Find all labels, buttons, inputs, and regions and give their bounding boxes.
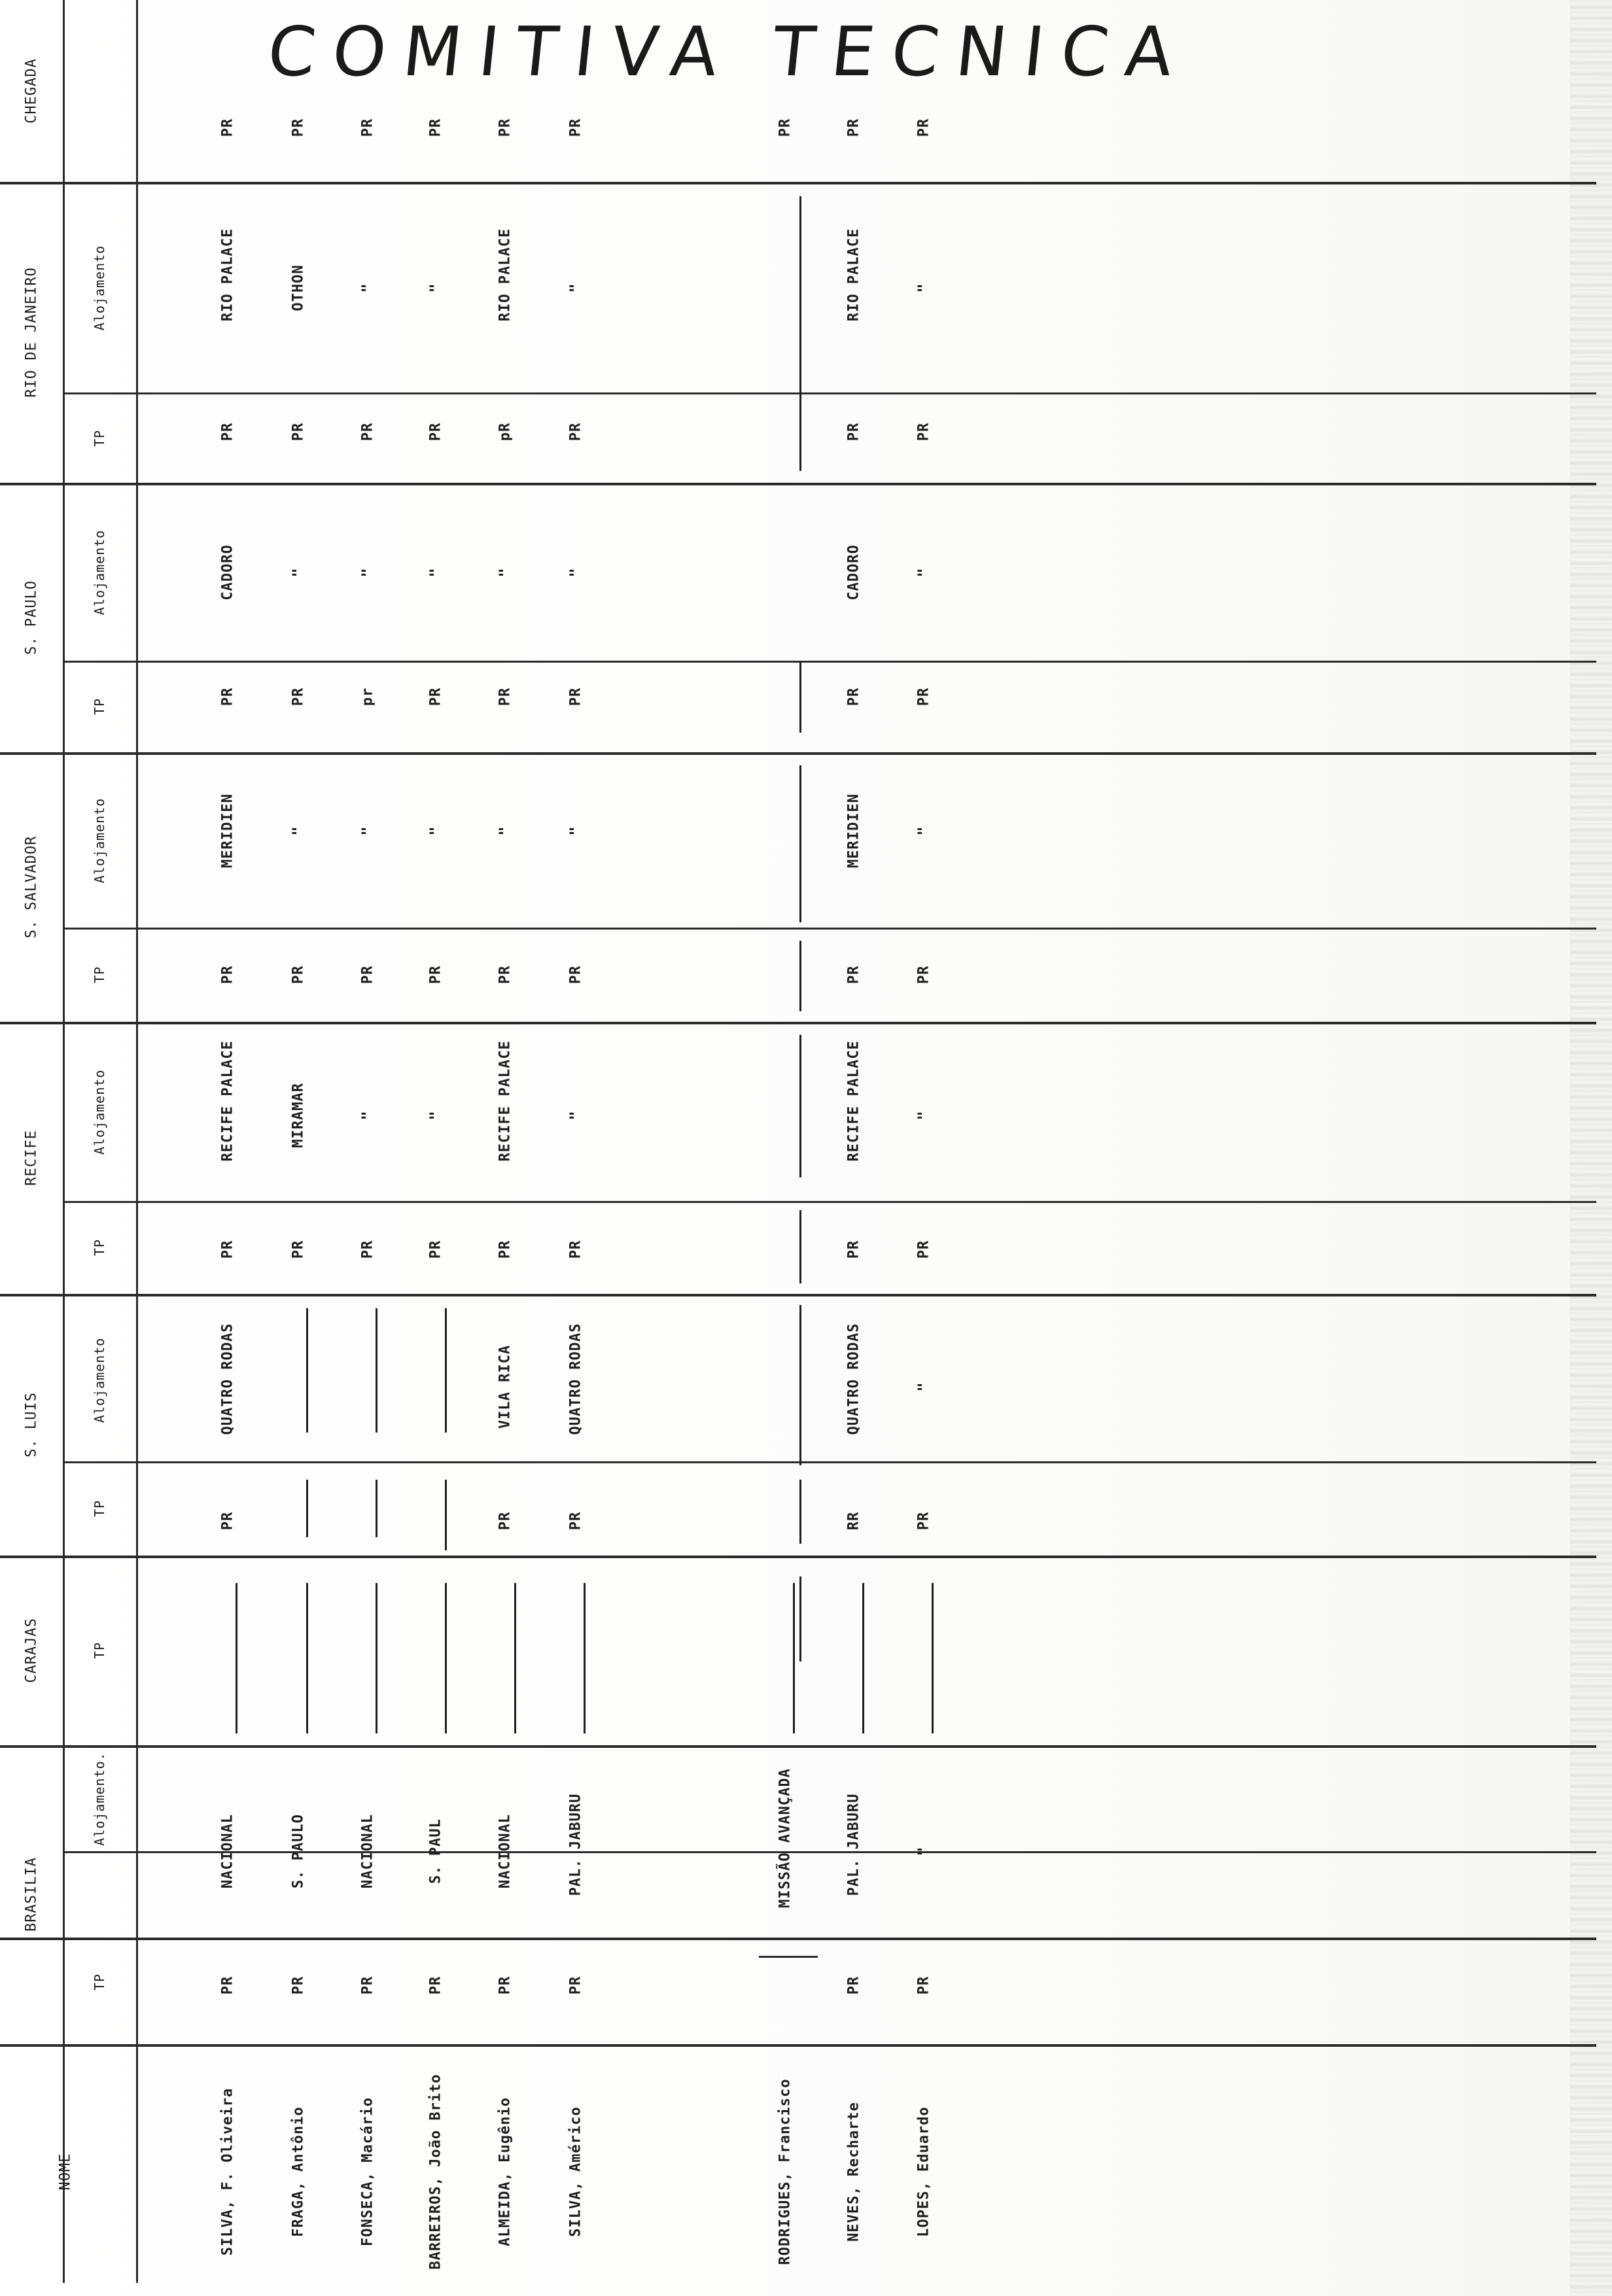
carajas-rule-7: [862, 1583, 864, 1733]
cell-rec-tp: PR: [219, 1240, 236, 1259]
band-divider-7: [0, 1938, 1596, 1940]
cell-sl-aloj: VILA RICA: [497, 1344, 514, 1429]
header-nome: NOME: [57, 2153, 74, 2191]
cell-sp-tp: PR: [497, 687, 514, 706]
header-col-divider-2: [136, 0, 138, 2283]
cell-sp-aloj: ": [567, 567, 585, 578]
cell-sal-tp: PR: [845, 965, 862, 984]
cell-sl-aloj: QUATRO RODAS: [219, 1323, 236, 1435]
sluis-rule-2: [445, 1308, 447, 1433]
cell-sal-tp: PR: [427, 965, 444, 984]
header-s-salvador: S. SALVADOR: [23, 835, 40, 939]
cell-sal-aloj: ": [915, 826, 933, 836]
cell-rio-aloj: ": [427, 283, 445, 293]
cell-bsb-aloj: ": [915, 1846, 933, 1856]
cell-chegada: PR: [497, 118, 514, 137]
cell-sp-aloj: CADORO: [845, 544, 862, 600]
cell-rec-tp: PR: [567, 1240, 584, 1259]
cell-sal-aloj: MERIDIEN: [845, 793, 862, 868]
cell-rec-tp: PR: [915, 1240, 932, 1259]
sluis-rule-4: [376, 1480, 377, 1537]
header-s-luis: S. LUIS: [23, 1392, 40, 1457]
cell-rec-aloj: ": [567, 1110, 585, 1121]
cell-sal-aloj: ": [289, 826, 307, 836]
cell-rec-tp: PR: [845, 1240, 862, 1259]
band-divider-4: [0, 1294, 1596, 1296]
header-rio-de-janeiro: RIO DE JANEIRO: [23, 267, 40, 398]
cell-sp-tp: PR: [219, 687, 236, 706]
header-carajas: CARAJAS: [23, 1618, 40, 1683]
cell-rio-tp: PR: [219, 422, 236, 442]
header-recife: RECIFE: [23, 1130, 40, 1186]
header-chegada: CHEGADA: [23, 58, 40, 124]
sluis-rule-0: [306, 1308, 308, 1433]
subheader-rec-tp: TP: [92, 1238, 107, 1257]
cell-sal-aloj: MERIDIEN: [219, 793, 236, 868]
cell-rec-aloj: ": [427, 1110, 445, 1121]
band-divider-0: [0, 182, 1596, 184]
cell-sp-tp: pr: [359, 687, 376, 706]
subheader-sal-alojamento: Alojamento: [92, 797, 107, 884]
subheader-car-tp: TP: [92, 1641, 107, 1660]
cell-chegada: PR: [845, 118, 862, 137]
sluis-rule-5: [445, 1480, 447, 1550]
cell-rio-aloj: ": [915, 283, 933, 293]
cell-rec-aloj: MIRAMAR: [290, 1083, 307, 1148]
band-divider-6: [0, 1745, 1596, 1748]
person-name: FRAGA, Antônio: [290, 2106, 307, 2237]
carajas-rule-3: [445, 1583, 447, 1733]
cell-bsb-tp: PR: [219, 1975, 236, 1995]
cell-bsb-tp: PR: [359, 1975, 376, 1995]
rodrigues-rule-7: [799, 1480, 801, 1544]
cell-rio-tp: PR: [359, 422, 376, 442]
carajas-rule-2: [376, 1583, 377, 1733]
cell-sp-aloj: ": [915, 567, 933, 578]
carajas-rule-1: [306, 1583, 308, 1733]
cell-rio-tp: PR: [915, 422, 932, 442]
cell-bsb-tp: PR: [845, 1975, 862, 1995]
cell-sl-aloj: QUATRO RODAS: [567, 1323, 584, 1435]
cell-bsb-aloj: NACIONAL: [219, 1814, 236, 1888]
cell-rio-aloj: RIO PALACE: [219, 228, 236, 322]
cell-sp-aloj: ": [496, 567, 514, 578]
cell-sl-tp: PR: [567, 1511, 584, 1531]
rodrigues-rule-8: [799, 1576, 801, 1661]
cell-bsb-aloj: PAL. JABURU: [845, 1793, 862, 1896]
band-divider-3: [0, 1022, 1596, 1024]
cell-bsb-aloj: S. PAUL: [427, 1818, 444, 1884]
person-name: LOPES, Eduardo: [915, 2106, 932, 2237]
carajas-rule-6: [793, 1583, 795, 1733]
cell-chegada: PR: [427, 118, 444, 137]
cell-sal-aloj: ": [359, 826, 377, 836]
cell-rec-aloj: RECIFE PALACE: [845, 1040, 862, 1162]
cell-bsb-tp: PR: [915, 1975, 932, 1995]
cell-sal-tp: PR: [915, 965, 932, 984]
cell-rec-aloj: ": [915, 1110, 933, 1121]
band-divider-5: [0, 1556, 1596, 1558]
cell-bsb-aloj: NACIONAL: [359, 1814, 376, 1888]
header-s-paulo: S. PAULO: [23, 580, 40, 655]
rodrigues-rule-3: [799, 941, 801, 1011]
cell-rio-tp: PR: [845, 422, 862, 442]
cell-sp-tp: PR: [290, 687, 307, 706]
band-divider-nome: [0, 2044, 1596, 2047]
cell-rec-aloj: ": [359, 1110, 377, 1121]
cell-sp-aloj: ": [289, 567, 307, 578]
cell-chegada: PR: [915, 118, 932, 137]
cell-sal-tp: PR: [290, 965, 307, 984]
subheader-sal-tp: TP: [92, 965, 107, 984]
cell-sal-tp: PR: [567, 965, 584, 984]
sluis-rule-3: [306, 1480, 308, 1537]
cell-chegada: PR: [567, 118, 584, 137]
rodrigues-rule-6: [799, 1305, 801, 1465]
carajas-rule-0: [236, 1583, 237, 1733]
cell-sal-aloj: ": [427, 826, 445, 836]
sub-divider-1: [63, 661, 1596, 663]
carajas-rule-5: [584, 1583, 586, 1733]
sub-divider-4: [63, 1461, 1596, 1463]
cell-rio-aloj: RIO PALACE: [845, 228, 862, 322]
sluis-rule-1: [376, 1308, 377, 1433]
rodrigues-rule-2: [799, 765, 801, 922]
carajas-rule-4: [514, 1583, 516, 1733]
cell-sl-tp: RR: [845, 1511, 862, 1531]
cell-bsb-tp: PR: [567, 1975, 584, 1995]
cell-sl-aloj: ": [915, 1382, 933, 1392]
cell-bsb-aloj: PAL. JABURU: [567, 1793, 584, 1896]
cell-sp-tp: PR: [567, 687, 584, 706]
cell-rio-aloj: ": [359, 283, 377, 293]
cell-chegada: PR: [219, 118, 236, 137]
cell-rio-tp: pR: [497, 422, 514, 442]
cell-rec-aloj: RECIFE PALACE: [219, 1040, 236, 1162]
subheader-bsb-tp: TP: [92, 1973, 107, 1991]
subheader-rio-alojamento: Alojamento: [92, 245, 107, 331]
rodrigues-rule-1: [799, 662, 801, 733]
person-name: FONSECA, Macário: [359, 2097, 376, 2246]
cell-rec-tp: PR: [359, 1240, 376, 1259]
subheader-bsb-alojamento: Alojamento.: [92, 1752, 107, 1846]
cell-rec-tp: PR: [497, 1240, 514, 1259]
header-col-divider-1: [63, 0, 65, 2283]
cell-rio-aloj: OTHON: [290, 264, 307, 311]
cell-sp-aloj: ": [427, 567, 445, 578]
sub-divider-3: [63, 1201, 1596, 1203]
person-name: RODRIGUES, Francisco: [777, 2078, 794, 2265]
sub-divider-0: [63, 392, 1596, 394]
rodrigues-rule-0: [799, 196, 801, 471]
cell-sal-aloj: ": [567, 826, 585, 836]
person-name: SILVA, Américo: [567, 2106, 584, 2237]
cell-bsb-aloj: NACIONAL: [497, 1814, 514, 1888]
band-divider-2: [0, 752, 1596, 755]
cell-rec-tp: PR: [290, 1240, 307, 1259]
cell-chegada: PR: [359, 118, 376, 137]
cell-bsb-aloj: S. PAULO: [290, 1814, 307, 1888]
scan-edge-noise: [1570, 0, 1612, 2296]
cell-sp-tp: PR: [915, 687, 932, 706]
band-divider-1: [0, 483, 1596, 485]
cell-sl-tp: PR: [915, 1511, 932, 1531]
subheader-rec-alojamento: Alojamento: [92, 1069, 107, 1155]
cell-sp-aloj: CADORO: [219, 544, 236, 600]
person-name: SILVA, F. Oliveira: [219, 2087, 236, 2256]
header-brasilia: BRASILIA: [23, 1857, 40, 1932]
cell-rio-tp: PR: [567, 422, 584, 442]
cell-sal-tp: PR: [359, 965, 376, 984]
cell-sl-aloj: QUATRO RODAS: [845, 1323, 862, 1435]
subheader-sp-alojamento: Alojamento: [92, 529, 107, 616]
cell-bsb-tp: PR: [497, 1975, 514, 1995]
cell-sl-tp: PR: [219, 1511, 236, 1531]
cell-rio-aloj: ": [567, 283, 585, 293]
cell-sp-tp: PR: [845, 687, 862, 706]
document-title: COMITIVA TECNICA: [264, 12, 1194, 92]
sub-divider-2: [63, 928, 1596, 930]
subheader-rio-tp: TP: [92, 429, 107, 447]
subheader-sl-tp: TP: [92, 1499, 107, 1518]
cell-rio-tp: PR: [290, 422, 307, 442]
cell-sal-aloj: ": [496, 826, 514, 836]
rodrigues-rule-4: [799, 1035, 801, 1177]
cell-rio-tp: PR: [427, 422, 444, 442]
cell-sl-tp: PR: [497, 1511, 514, 1531]
cell-sal-tp: PR: [497, 965, 514, 984]
person-name: ALMEIDA, Eugênio: [497, 2097, 514, 2246]
person-name: NEVES, Recharte: [845, 2102, 862, 2242]
subheader-sp-tp: TP: [92, 697, 107, 716]
carajas-rule-8: [932, 1583, 934, 1733]
cell-bsb-tp: PR: [290, 1975, 307, 1995]
subheader-sl-alojamento: Alojamento: [92, 1337, 107, 1423]
cell-sp-tp: PR: [427, 687, 444, 706]
cell-chegada: PR: [777, 118, 794, 137]
rodrigues-rule-5: [799, 1210, 801, 1283]
cell-rec-aloj: RECIFE PALACE: [497, 1040, 514, 1162]
cell-sp-aloj: ": [359, 567, 377, 578]
cell-bsb-tp: PR: [427, 1975, 444, 1995]
person-name: BARREIROS, João Brito: [427, 2074, 444, 2270]
cell-chegada: PR: [290, 118, 307, 137]
cell-rec-tp: PR: [427, 1240, 444, 1259]
cell-rio-aloj: RIO PALACE: [497, 228, 514, 322]
cell-bsb-aloj: MISSÃO AVANÇADA: [777, 1768, 794, 1908]
rodrigues-tp-dash: [759, 1956, 818, 1958]
cell-sal-tp: PR: [219, 965, 236, 984]
